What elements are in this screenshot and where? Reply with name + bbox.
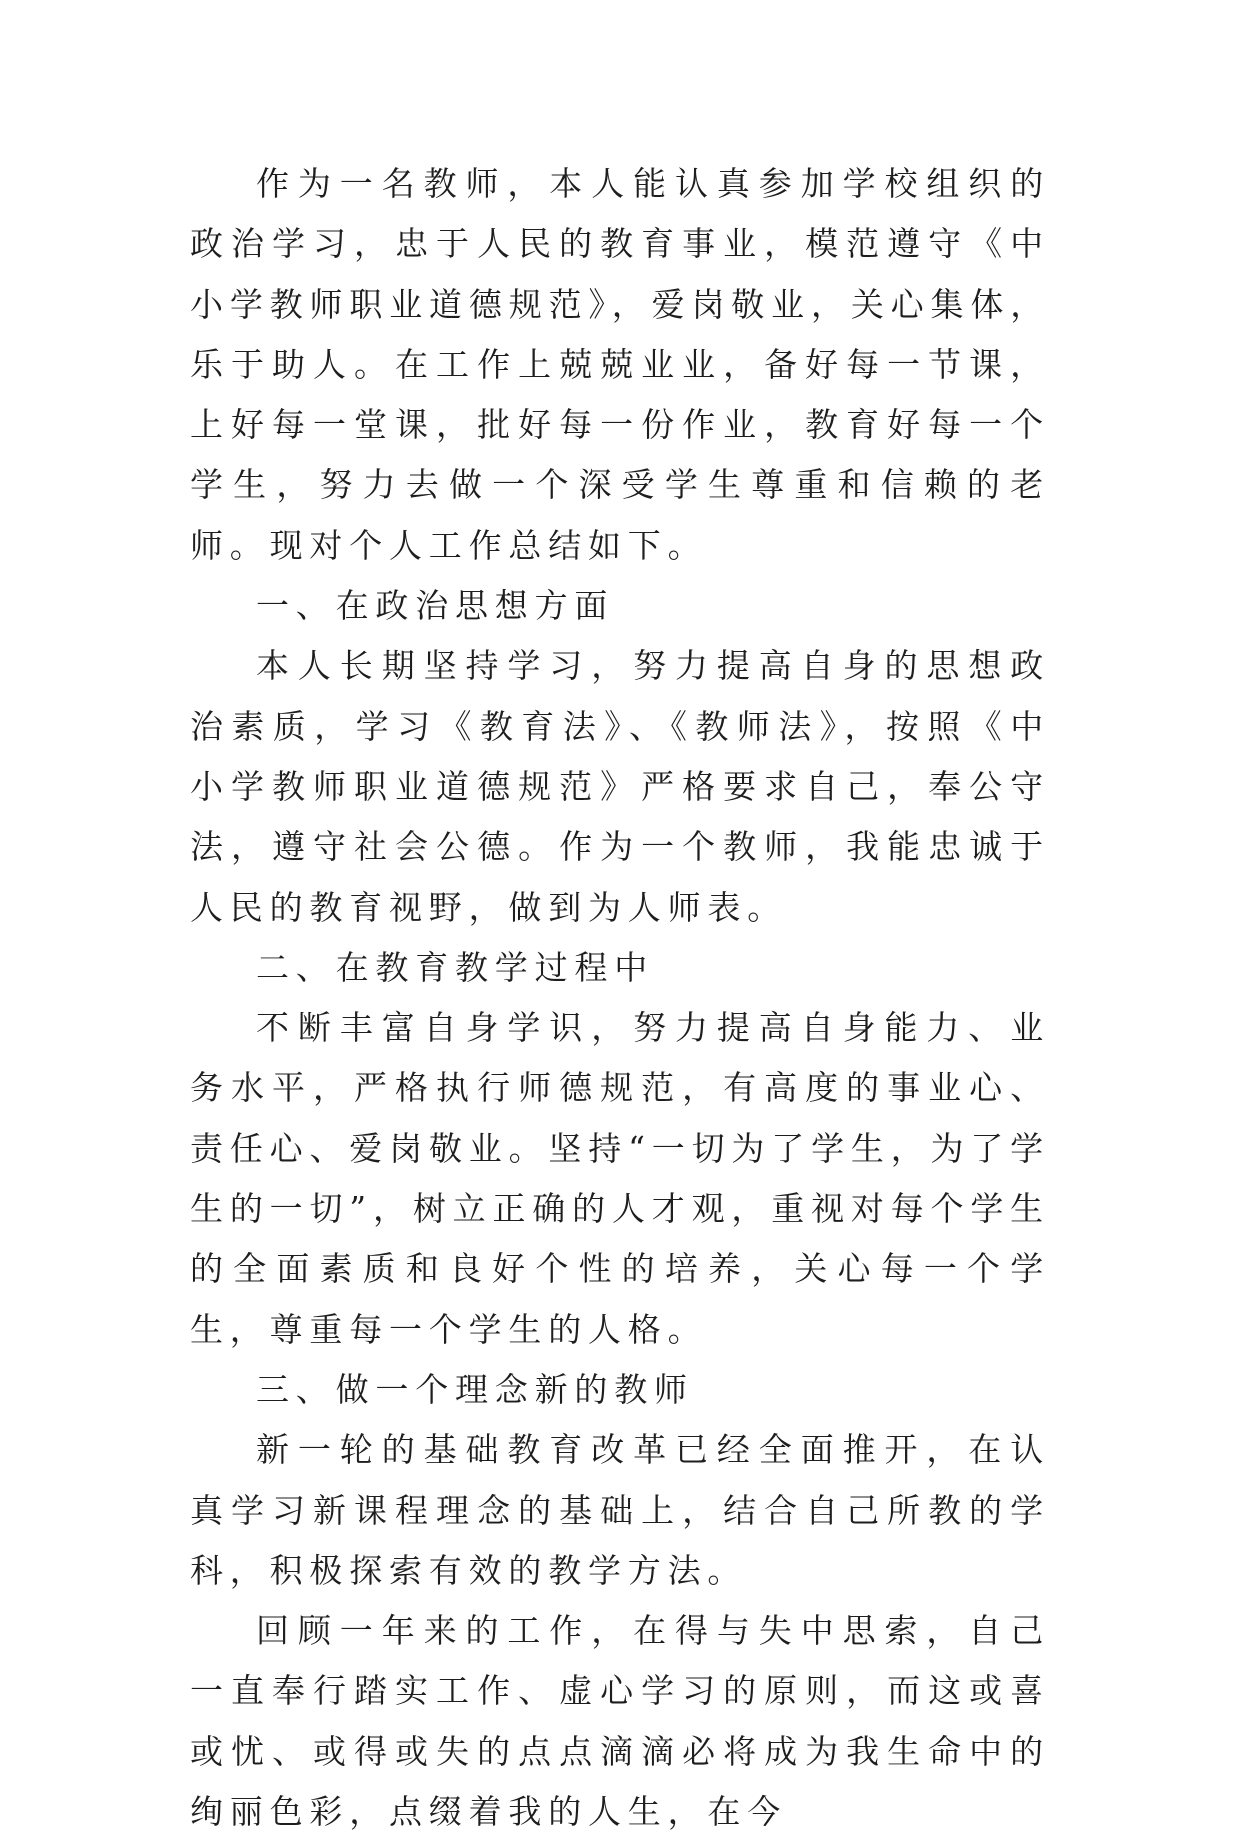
section-heading-3: 三、做一个理念新的教师 [256,1369,694,1409]
section-heading-1: 一、在政治思想方面 [256,586,615,626]
document-body [190,154,1050,1842]
paragraph-intro: 作为一名教师，本人能认真参加学校组织的政治学习，忠于人民的教育事业，模范遵守《中小学教师职业道德规范》，爱岗敬业，关心集体，乐于助人。在工作上兢兢业业，备好每一节课，上好每一堂课，批好每一份作业，教育好每一个学生，努力去做一个深受学生尊重和信赖的老师。现对个人工作总结如下。 [190,164,1050,565]
paragraph-political: 本人长期坚持学习，努力提高自身的思想政治素质，学习《教育法》、《教师法》，按照《中小学教师职业道德规范》严格要求自己，奉公守法，遵守社会公德。作为一个教师，我能忠诚于人民的教育视野，做到为人师表。 [190,646,1050,927]
paragraph-teaching: 不断丰富自身学识，努力提高自身能力、业务水平，严格执行师德规范，有高度的事业心、责任心、爱岗敬业。坚持“一切为了学生，为了学生的一切”，树立正确的人才观，重视对每个学生的全面素质和良好个性的培养，关心每一个学生，尊重每一个学生的人格。 [190,1008,1050,1349]
paragraph-review: 回顾一年来的工作，在得与失中思索，自己一直奉行踏实工作、虚心学习的原则，而这或喜或忧、或得或失的点点滴滴必将成为我生命中的绚丽色彩，点缀着我的人生，在今 [190,1611,1050,1832]
paragraph-new-concept: 新一轮的基础教育改革已经全面推开，在认真学习新课程理念的基础上，结合自己所教的学科，积极探索有效的教学方法。 [190,1430,1050,1590]
section-heading-2: 二、在教育教学过程中 [256,947,654,987]
